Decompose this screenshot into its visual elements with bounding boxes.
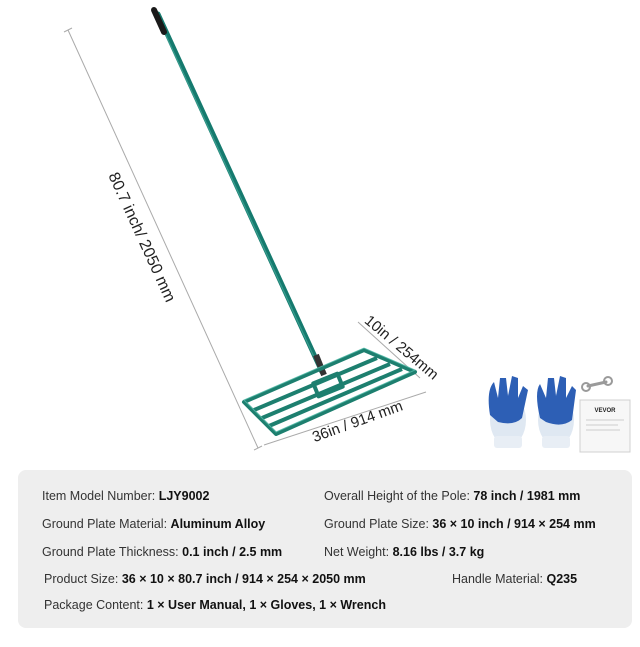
- spec-plate-thickness: Ground Plate Thickness: 0.1 inch / 2.5 mm: [42, 545, 283, 559]
- spec-net-weight: Net Weight: 8.16 lbs / 3.7 kg: [324, 545, 485, 559]
- width-dimension-label: 36in / 914 mm: [310, 397, 406, 446]
- height-dimension-line: [68, 30, 258, 448]
- manual-brand: VEVOR: [594, 408, 616, 414]
- spec-product-size: Product Size: 36 × 10 × 80.7 inch / 914 × 254 × 2050 mm: [44, 572, 366, 586]
- depth-dimension-label: 10in / 254mm: [361, 312, 442, 384]
- gloves: [489, 376, 576, 448]
- spec-plate-material: Ground Plate Material: Aluminum Alloy: [42, 517, 266, 531]
- spec-handle-material: Handle Material: Q235: [452, 572, 578, 586]
- wrench-icon: [582, 377, 612, 391]
- spec-package-content: Package Content: 1 × User Manual, 1 × Gloves, 1 × Wrench: [44, 598, 386, 612]
- spec-model: Item Model Number: LJY9002: [42, 489, 210, 503]
- spec-plate-size: Ground Plate Size: 36 × 10 inch / 914 × 254 mm: [324, 517, 596, 531]
- specifications-panel: [18, 470, 632, 628]
- spec-pole-height: Overall Height of the Pole: 78 inch / 1981 mm: [324, 489, 581, 503]
- pole: [158, 14, 322, 372]
- height-dimension-label: 80.7 inch/ 2050 mm: [104, 170, 179, 305]
- user-manual: [580, 400, 630, 452]
